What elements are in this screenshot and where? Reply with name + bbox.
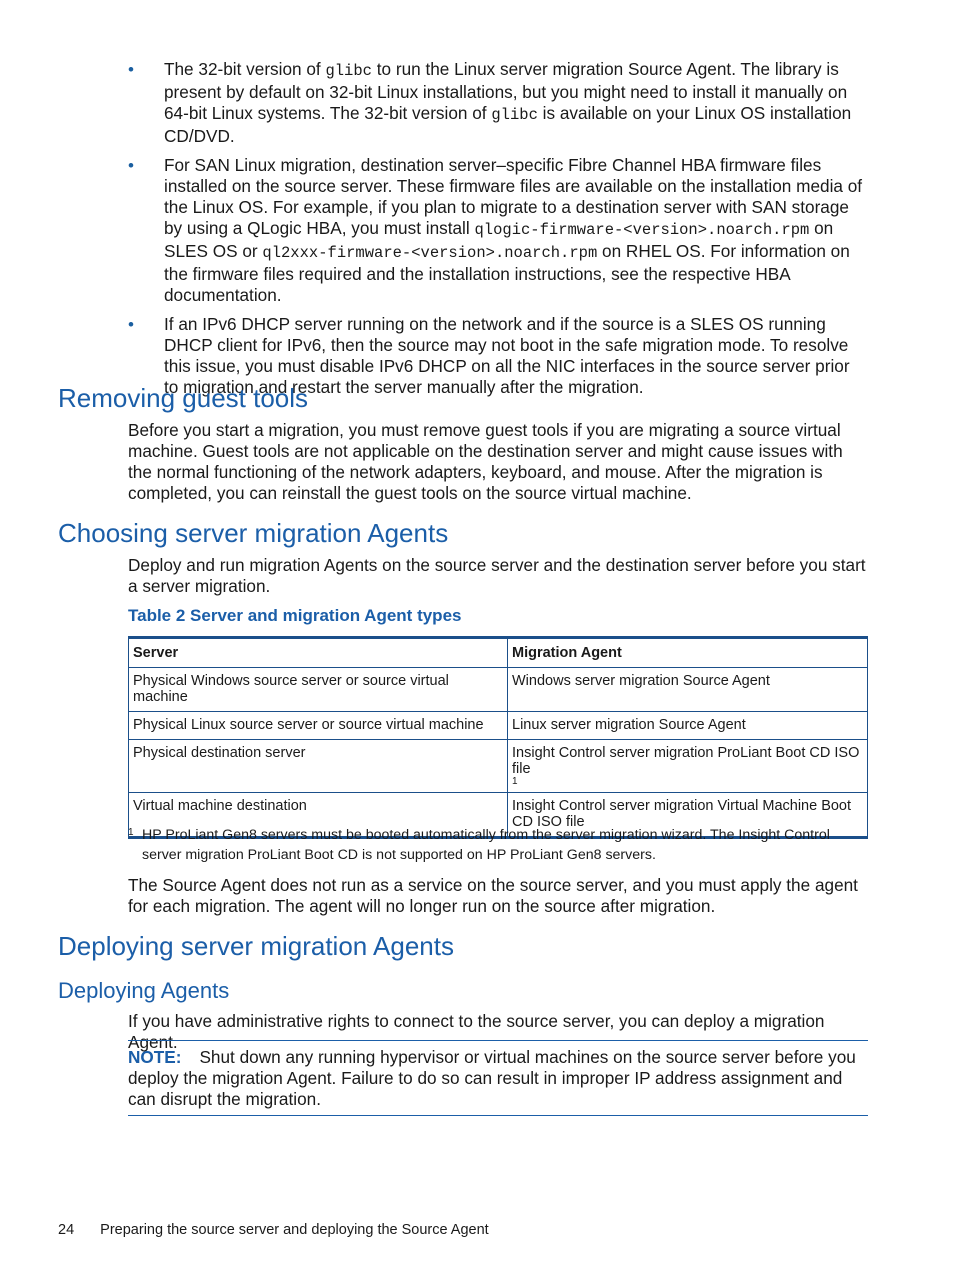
bullet-text: The 32-bit version of glibc to run the Linux server migration Source Agent. The library is present by default on 32-bit Linux installations, but you might need to install it manually on 64-bit Linux systems. The 32-bit version of glibc is available on your Linux OS installation CD/DVD. (164, 59, 852, 146)
table-row (129, 712, 868, 740)
section-title-removing-guest-tools: Removing guest tools (58, 383, 309, 413)
bullet-item (128, 155, 868, 306)
table-cell-agent (508, 740, 868, 793)
footnote-reference[interactable]: 1 (512, 776, 518, 787)
subsection-title-deploying-agents: Deploying Agents (58, 978, 230, 1003)
agent-types-table (128, 636, 868, 839)
table-header-server: Server (129, 638, 508, 668)
bullet-dot-icon: • (128, 60, 134, 79)
requirements-bullet-list (128, 59, 868, 406)
table-cell-server: Physical Windows source server or source virtual machine (129, 668, 508, 712)
section-title-deploying-agents: Deploying server migration Agents (58, 931, 454, 961)
table-row (129, 740, 868, 793)
page-number: 24 (58, 1222, 75, 1238)
table-footnote (128, 825, 868, 865)
page-footer (58, 1222, 489, 1238)
table-cell-server: Virtual machine destination (129, 793, 508, 838)
table-caption: Table 2 Server and migration Agent types (128, 606, 462, 625)
footnote-text: HP ProLiant Gen8 servers must be booted automatically from the server migration wizard. The Insight Control server migration ProLiant Boot CD is not supported on HP ProLiant Gen8 servers. (142, 827, 830, 863)
bullet-dot-icon: • (128, 156, 134, 175)
table-row (129, 668, 868, 712)
bullet-text: If an IPv6 DHCP server running on the network and if the source is a SLES OS running DHCP client for IPv6, then the source may not boot in the safe migration mode. To resolve this issue, you must disable IPv6 DHCP on all the NIC interfaces in the source server prior to migration and restart the server manually after the migration. (164, 314, 850, 397)
note-label: NOTE: (128, 1047, 182, 1067)
source-agent-paragraph: The Source Agent does not run as a service on the source server, and you must apply the agent for each migration. The agent will no longer run on the source after migration. (128, 875, 858, 916)
removing-guest-tools-paragraph: Before you start a migration, you must remove guest tools if you are migrating a source virtual machine. Guest tools are not applicable on the destination server and might cause issues with the normal functioning of the network adapters, keyboard, and mouse. After the migration is completed, you can reinstall the guest tools on the source virtual machine. (128, 420, 843, 503)
note-text: Shut down any running hypervisor or virtual machines on the source server before you deploy the migration Agent. Failure to do so can result in improper IP address assignment and can disrupt the migration. (128, 1047, 856, 1109)
footnote-mark: 1 (128, 827, 134, 838)
bullet-dot-icon: • (128, 315, 134, 334)
table-header-row (129, 638, 868, 668)
table-cell-server: Physical destination server (129, 740, 508, 793)
bullet-item (128, 59, 868, 147)
table-header-migration-agent: Migration Agent (508, 638, 868, 668)
deploying-agents-paragraph: If you have administrative rights to connect to the source server, you can deploy a migration Agent. (128, 1011, 825, 1052)
running-title: Preparing the source server and deploying the Source Agent (100, 1222, 489, 1238)
choosing-agents-paragraph: Deploy and run migration Agents on the source server and the destination server before you start a server migration. (128, 555, 866, 596)
table-cell-agent: Insight Control server migration Virtual Machine Boot CD ISO file (508, 793, 868, 838)
section-title-choosing-agents: Choosing server migration Agents (58, 518, 449, 548)
table-cell-agent: Linux server migration Source Agent (508, 712, 868, 740)
bullet-text: For SAN Linux migration, destination server–specific Fibre Channel HBA firmware files installed on the source server. These firmware files are available on the installation media of the Linux OS. For example, if you plan to migrate to a destination server with SAN storage by using a QLogic HBA, you must install qlogic-firmware-<version>.noarch.rpm on SLES OS or ql2xxx-firmware-<version>.noarch.rpm on RHEL OS. For information on the firmware files required and the installation instructions, see the respective HBA documentation. (164, 155, 863, 305)
note-box (128, 1040, 868, 1116)
table-cell-agent-text: Insight Control server migration ProLiant Boot CD ISO file (512, 745, 860, 777)
table-cell-server: Physical Linux source server or source virtual machine (129, 712, 508, 740)
table-cell-agent: Windows server migration Source Agent (508, 668, 868, 712)
